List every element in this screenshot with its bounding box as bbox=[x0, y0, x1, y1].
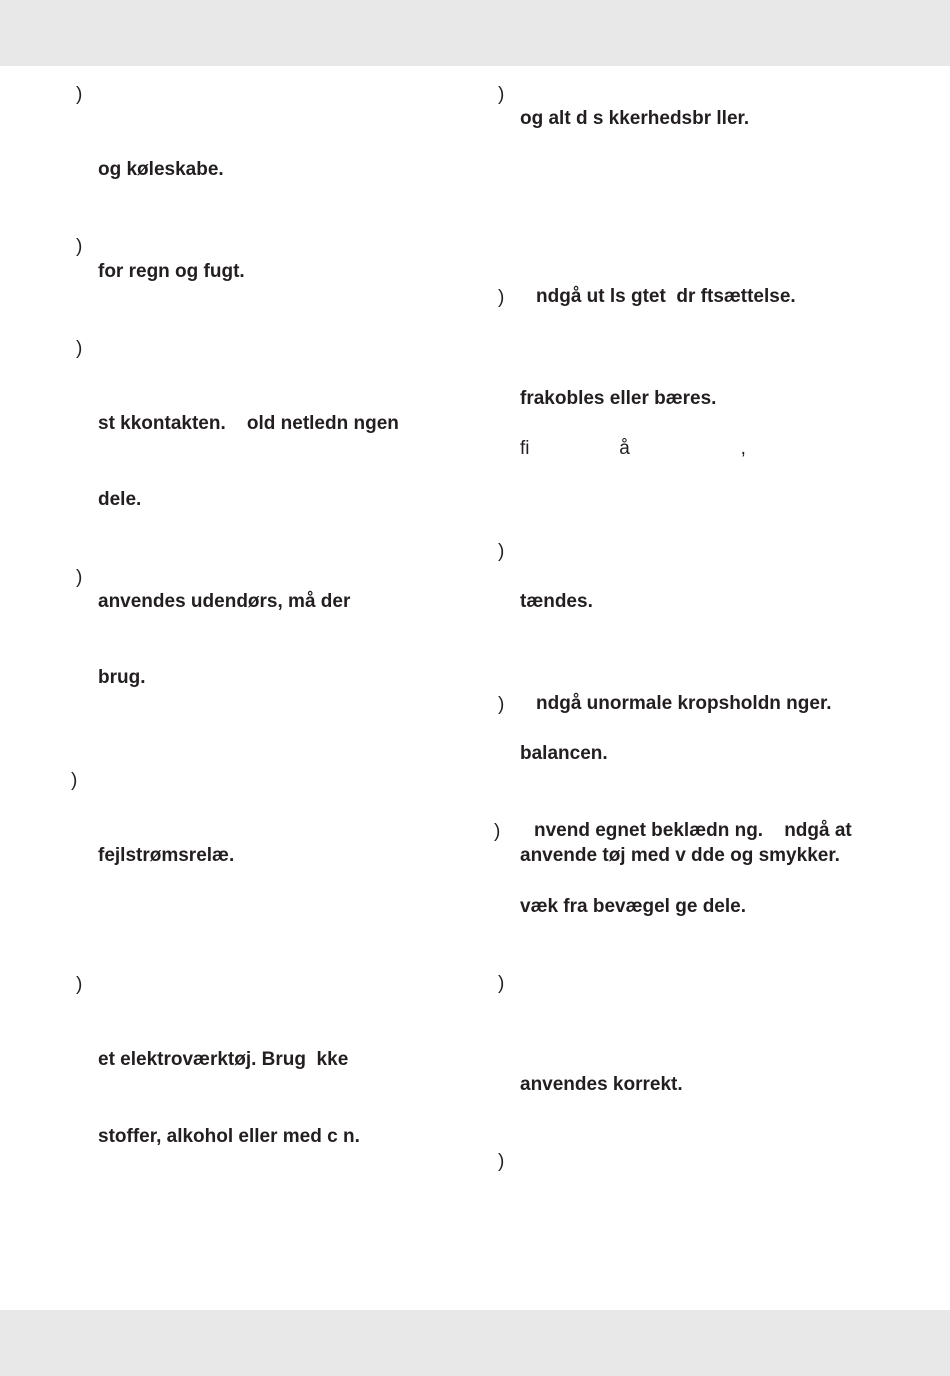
list-item-text: for regn og fugt. bbox=[98, 261, 245, 282]
list-marker: ) bbox=[498, 541, 505, 562]
list-item-text: nvend egnet beklædn ng. ndgå at bbox=[534, 820, 852, 841]
right-column bbox=[475, 0, 950, 1376]
list-item-text: brug. bbox=[98, 667, 146, 688]
list-item-text: fi å , bbox=[520, 438, 746, 459]
footer-band bbox=[0, 1310, 950, 1376]
list-marker: ) bbox=[494, 821, 501, 842]
list-marker: ) bbox=[76, 338, 83, 359]
list-marker: ) bbox=[498, 287, 505, 308]
list-marker: ) bbox=[498, 694, 505, 715]
list-marker: ) bbox=[76, 567, 83, 588]
list-marker: ) bbox=[498, 84, 505, 105]
list-item-text: et elektroværktøj. Brug kke bbox=[98, 1049, 349, 1070]
list-item-text: stoffer, alkohol eller med c n. bbox=[98, 1126, 360, 1147]
list-marker: ) bbox=[498, 1151, 505, 1172]
list-item-text: dele. bbox=[98, 489, 142, 510]
list-item-text: tændes. bbox=[520, 591, 593, 612]
list-item-text: og køleskabe. bbox=[98, 159, 224, 180]
list-marker: ) bbox=[71, 770, 78, 791]
list-item-text: st kkontakten. old netledn ngen bbox=[98, 413, 399, 434]
list-item-text: frakobles eller bæres. bbox=[520, 388, 717, 409]
list-item-text: ndgå unormale kropsholdn nger. bbox=[536, 693, 832, 714]
list-marker: ) bbox=[498, 973, 505, 994]
list-item-text: ndgå ut ls gtet dr ftsættelse. bbox=[536, 286, 796, 307]
list-item-text: anvende tøj med v dde og smykker. bbox=[520, 845, 840, 866]
list-item-text: anvendes udendørs, må der bbox=[98, 591, 351, 612]
list-marker: ) bbox=[76, 84, 83, 105]
list-item-text: væk fra bevægel ge dele. bbox=[520, 896, 746, 917]
list-marker: ) bbox=[76, 236, 83, 257]
list-item-text: fejlstrømsrelæ. bbox=[98, 845, 235, 866]
list-item-text: anvendes korrekt. bbox=[520, 1074, 683, 1095]
list-item-text: og alt d s kkerhedsbr ller. bbox=[520, 108, 750, 129]
list-item-text: balancen. bbox=[520, 743, 608, 764]
list-marker: ) bbox=[76, 974, 83, 995]
